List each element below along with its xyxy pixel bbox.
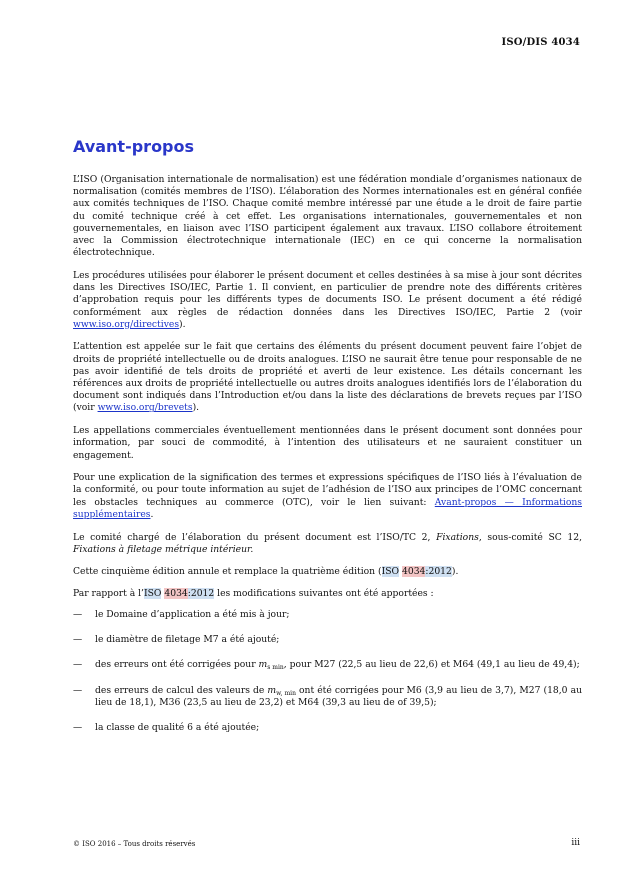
paragraph-procedures [73, 270, 582, 331]
list-item [73, 634, 582, 646]
paragraph-conformity [73, 472, 582, 521]
paragraph-iso-intro: L’ISO (Organisation internationale de normalisation) est une fédération mondiale d’organismes nationaux de normalisation (comités membres de l’ISO). L’élaboration des Normes internationales est en général confiée aux comités techniques de l’ISO. Chaque comité membre intéressé par une étude a le droit de faire partie du comité technique créé à cet effet. Les organisations internationales, gouvernementales et non gouvernementales, en liaison avec l’ISO participent également aux travaux. L’ISO collabore étroitement avec la Commission électrotechnique internationale (IEC) en ce qui concerne la normalisation électrotechnique. [73, 174, 582, 259]
paragraph-text: Le comité chargé de l’élaboration du présent document est l’ISO/TC 2, [73, 531, 437, 543]
dash-marker: — [73, 721, 83, 733]
list-item-text: le diamètre de filetage M7 a été ajouté; [95, 634, 280, 646]
symbol-m: m [267, 684, 277, 696]
paragraph-patents [73, 341, 582, 414]
paragraph-text: Cette cinquième édition annule et remplace la quatrième édition ( [73, 566, 382, 578]
list-item [73, 659, 582, 671]
paragraph-changes-intro [73, 588, 582, 600]
dash-marker: — [73, 634, 83, 646]
page-number: iii [571, 838, 580, 848]
standard-year: :2012 [425, 566, 452, 578]
list-item [73, 722, 582, 734]
symbol-subscript: w, min [276, 689, 296, 697]
subcommittee-title: Fixations à filetage métrique intérieur. [73, 543, 254, 555]
list-item-text: , pour M27 (22,5 au lieu de 22,6) et M64 (49,1 au lieu de 49,4); [283, 659, 580, 671]
committee-title: Fixations [436, 531, 479, 543]
list-item-text: ont été corrigées pour M6 (3,9 au lieu de 3,7), M27 (18,0 au lieu de 18,1), M36 (23,5 au lieu de 23,2) et M64 (39,3 au lieu de of 39,5); [95, 684, 582, 708]
dash-marker: — [73, 608, 83, 620]
section-heading: Avant-propos [73, 137, 195, 156]
paragraph-edition [73, 566, 582, 578]
list-item [73, 685, 582, 709]
list-item-text: la classe de qualité 6 a été ajoutée; [95, 721, 260, 733]
iso-reference: ISO [143, 587, 162, 599]
paragraph-text: , sous-comité SC 12, [478, 531, 582, 543]
paragraph-text: ). [451, 566, 459, 578]
changes-list [73, 609, 582, 734]
paragraph-text: les modifications suivantes ont été apportées : [214, 587, 434, 599]
paragraph-trade-names: Les appellations commerciales éventuellement mentionnées dans le présent document sont données pour information, par souci de commodité, à l’intention des utilisateurs et ne sauraient constituer un engagement. [73, 425, 582, 461]
dash-marker: — [73, 684, 83, 696]
symbol-subscript: s min [267, 664, 284, 672]
list-item-text: des erreurs ont été corrigées pour [95, 659, 259, 671]
paragraph-text: Par rapport à l’ [73, 587, 144, 599]
patents-link[interactable]: www.iso.org/brevets [97, 402, 193, 414]
body-text [73, 174, 582, 747]
standard-number: 4034 [402, 566, 426, 578]
standard-number: 4034 [164, 587, 188, 599]
paragraph-text: Les procédures utilisées pour élaborer le présent document et celles destinées à sa mise à jour sont décrites dans les Directives ISO/IEC, Partie 1. Il convient, en particulier de prendre note des différents critères d’approbation requis pour les différents types de documents ISO. Le présent document a été rédigé conformément aux règles de rédaction données dans les Directives ISO/IEC, Partie 2 (voir [73, 269, 582, 318]
paragraph-text: L’attention est appelée sur le fait que certains des éléments du présent document peuvent faire l’objet de droits de propriété intellectuelle ou de droits analogues. L’ISO ne saurait être tenue pour responsable de ne pas avoir identifié de tels droits de propriété et averti de leur existence. Les détails concernant les références aux droits de propriété intellectuelle ou autres droits analogues identifiés lors de l’élaboration du document sont indiqués dans l’Introduction et/ou dans la liste des déclarations de brevets reçues par l’ISO (voir [73, 341, 582, 414]
directives-link[interactable]: www.iso.org/directives [73, 318, 180, 330]
paragraph-committee [73, 532, 582, 556]
iso-reference: ISO [381, 566, 400, 578]
paragraph-text: . [150, 508, 154, 520]
dash-marker: — [73, 659, 83, 671]
copyright-footer: © ISO 2016 – Tous droits réservés [73, 840, 196, 848]
standard-year: :2012 [187, 587, 215, 599]
list-item-text: le Domaine d’application a été mis à jour; [95, 608, 290, 620]
list-item [73, 609, 582, 621]
paragraph-text: Pour une explication de la signification des termes et expressions spécifiques de l’ISO liés à l’évaluation de la conformité, ou pour toute information au sujet de l’adhésion de l’ISO aux principes de l’OMC concernant les obstacles techniques au commerce (OTC), voir le lien suivant: [73, 472, 582, 508]
list-item-text: des erreurs de calcul des valeurs de [95, 684, 268, 696]
paragraph-text: ). [179, 318, 186, 330]
symbol-m: m [258, 659, 268, 671]
paragraph-text: ). [192, 402, 200, 414]
document-id: ISO/DIS 4034 [501, 37, 580, 48]
foreword-info-link[interactable]: Avant-propos — Informations supplémentaires [73, 496, 582, 520]
